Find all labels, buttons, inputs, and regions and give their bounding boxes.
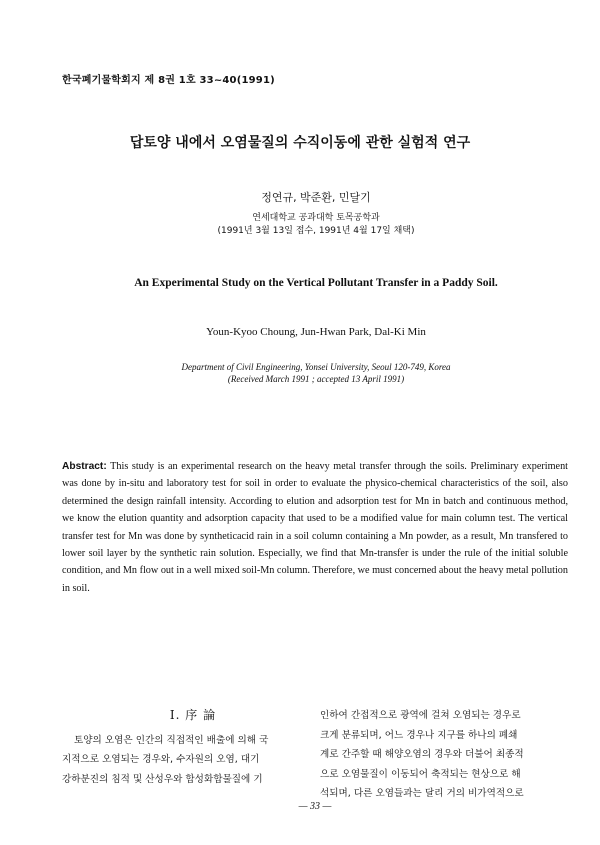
- english-received-dates: (Received March 1991 ; accepted 13 April 1991): [227, 374, 405, 384]
- body-line: 계로 간주할 때 해양오염의 경우와 더불어 최종적: [320, 749, 524, 760]
- english-department: Department of Civil Engineering, Yonsei University, Seoul 120-749, Korea: [181, 362, 451, 372]
- english-authors: Youn-Kyoo Choung, Jun-Hwan Park, Dal-Ki Min: [206, 326, 426, 338]
- page-number: — 33 —: [298, 801, 332, 812]
- korean-authors: 정연규, 박준환, 민달기: [261, 191, 371, 204]
- body-line: 강하분진의 침적 및 산성우와 합성화합물질에 기: [62, 773, 263, 785]
- abstract-text: This study is an experimental research on the heavy metal transfer through the soils. Preliminary experiment was done by in-situ and laboratory test for soil in order to evaluate the physico-chemical characteristics of the soil, also determined the design rainfall intensity. According to elution and adsorption test for Mn in batch and continuous method, we know the elution quantity and adsorption capacity that used to be a modified value for main column test. The vertical transfer test for Mn was done by syntheticacid rain in a soil column containing a Mn powder, as a result, Mn transfered to lower soil layer by the synthetic rain solution. Especially, we find that Mn-transfer is under the rule of the initial soluble condition, and Mn flow out in a well mixed soil-Mn column. Therefore, we must concerned about the heavy metal pollution in soil.: [62, 461, 568, 594]
- body-line: 토양의 오염은 인간의 직접적인 배출에 의해 국: [74, 734, 269, 746]
- abstract: [62, 458, 568, 597]
- korean-dates: (1991년 3월 13일 접수, 1991년 4월 17일 채택): [217, 226, 415, 236]
- body-line: 크게 분류되며, 어느 경우나 지구를 하나의 폐쇄: [320, 729, 518, 741]
- section-heading: I. 序 論: [169, 708, 217, 722]
- korean-title: 답토양 내에서 오염물질의 수직이동에 관한 실험적 연구: [129, 135, 471, 151]
- body-line: 석되며, 다른 오염들과는 달리 거의 비가역적으로: [320, 788, 524, 799]
- body-line: 인하여 간접적으로 광역에 걸쳐 오염되는 경우로: [320, 710, 521, 721]
- abstract-label: Abstract:: [62, 461, 107, 472]
- body-line: 지적으로 오염되는 경우와, 수자원의 오염, 대기: [62, 754, 260, 765]
- journal-header: 한국폐기물학회지 제 8권 1호 33~40(1991): [62, 75, 275, 86]
- korean-affiliation: 연세대학교 공과대학 토목공학과: [252, 213, 380, 223]
- right-column: [320, 706, 568, 804]
- left-column: [62, 706, 302, 789]
- body-line: 으로 오염물질이 이동되어 축적되는 현상으로 해: [320, 768, 521, 780]
- english-title: An Experimental Study on the Vertical Pollutant Transfer in a Paddy Soil.: [134, 277, 498, 289]
